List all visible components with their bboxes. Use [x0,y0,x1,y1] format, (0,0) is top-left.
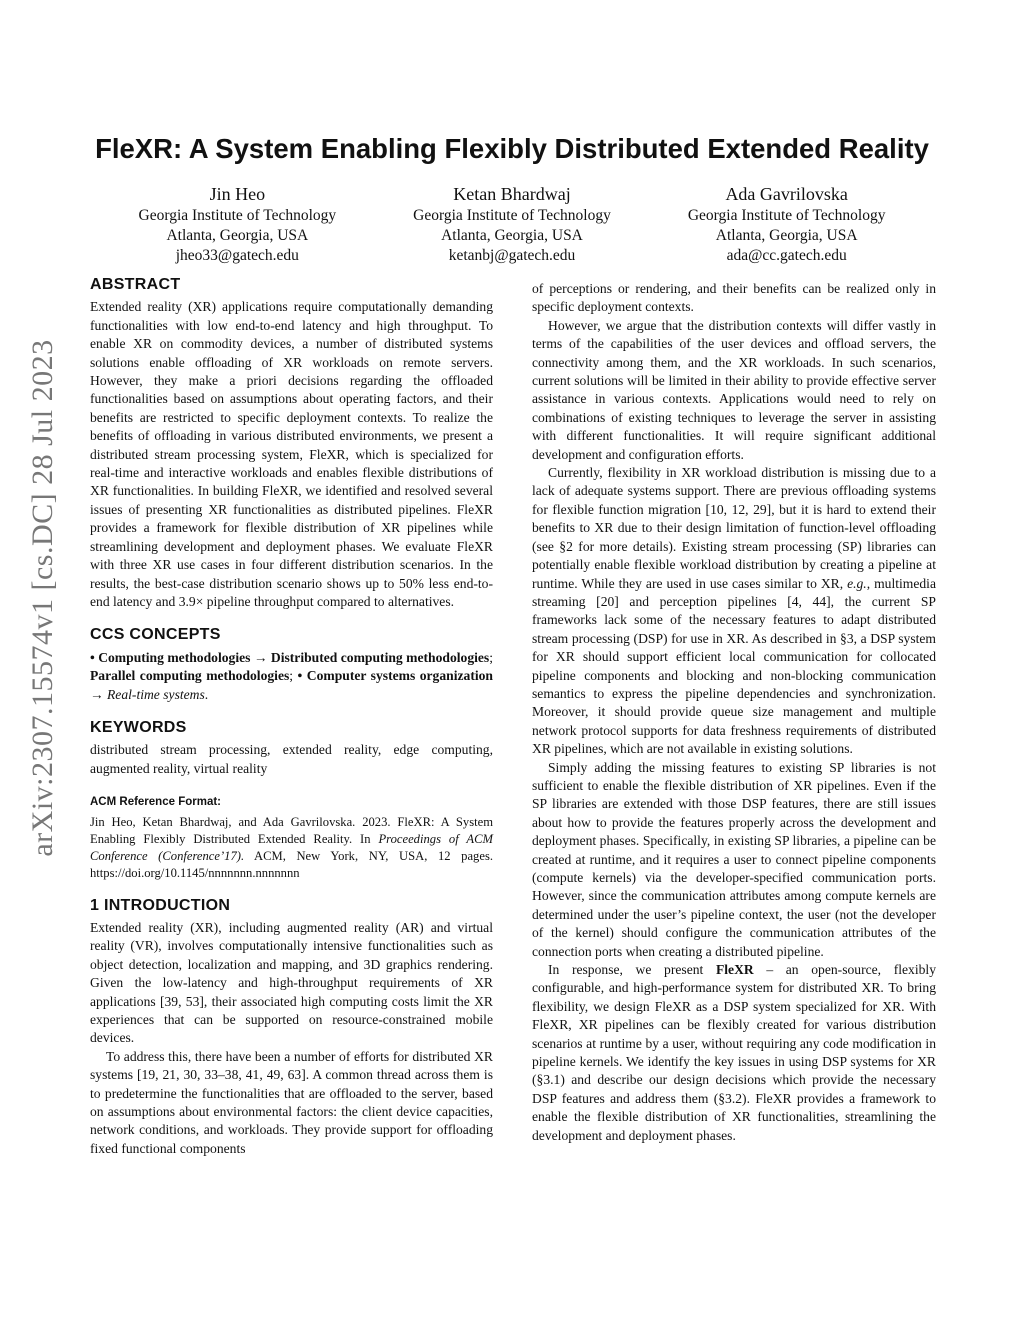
ccs-arrow: → [90,686,107,702]
text-run: – an open-source, flexibly configurable, and high-performance system for distributed XR. To bring flexibility, we design FleXR as a DSP system specialized for XR. With FleXR, XR pipelines can be flexibly created for various distribution scenarios at runtime by a user, without requiring any code modification in pipeline kernels. We identify the key issues in using DSP systems for XR (§3.1) and describe our design decisions which provide the necessary DSP features and address them (§3.2). FleXR provides a framework to enable the flexible distribution of XR functionalities, streamlining the development and deployment phases. [532,962,936,1143]
left-column [90,276,493,1158]
text-run: , multimedia streaming [20] and perception pipelines [4, 44], the current SP frameworks lack some of the necessary features to adapt distributed stream processing (DSP) for use in XR. As described in §3, a DSP system for XR should support efficient local communication for collocated pipeline components and blocking and non-blocking communication semantics to express the pipeline dependencies and synchronization. Moreover, it should provide queue size management and multiple network protocol supports for data freshness requirements of distributed XR pipelines, which are not available in existing solutions. [532,575,936,757]
author-2 [375,183,650,266]
author-location: Atlanta, Georgia, USA [715,227,858,244]
abstract-heading: ABSTRACT [90,276,181,293]
ccs-concept: Parallel computing methodologies [90,668,290,684]
intro-paragraph: Extended reality (XR), including augmented reality (AR) and virtual reality (VR), involves computationally intensive functionalities such as object detection, localization and mapping, and 3D graphics rendering. Given the low-latency and high-throughput requirements of XR applications [39, 53], their associated high computing costs limit the XR experiences that can be supported on resource-constrained mobile devices. [90,919,493,1046]
author-name: Jin Heo [209,184,266,204]
author-location: Atlanta, Georgia, USA [166,227,309,244]
intro-paragraph: To address this, there have been a number of efforts for distributed XR systems [19, 21, 30, 33–38, 41, 49, 63]. A common thread across them is to predetermine the functionalities that are offloaded to the server, based on assumptions about environmental factors: the client device capacities, network conditions, and workloads. They provide support for offloading fixed functional components [90,1048,493,1156]
acm-ref-venue: Proceedings of ACM Conference (Conference’17). [90,831,493,863]
acm-ref-part: Jin Heo, Ketan Bhardwaj, and Ada Gavrilovska. 2023. FleXR: A System Enabling Flexibly Distributed Extended Reality. In [90,814,493,846]
author-affiliation: Georgia Institute of Technology [687,207,886,224]
author-email[interactable]: ketanbj@gatech.edu [448,247,576,264]
body-paragraph [532,464,936,759]
ccs-heading: CCS CONCEPTS [90,626,221,644]
author-block [100,183,924,266]
paper-title: FleXR: A System Enabling Flexibly Distributed Extended Reality [95,133,929,164]
author-affiliation: Georgia Institute of Technology [413,207,611,224]
right-column [532,280,936,1145]
author-affiliation: Georgia Institute of Technology [138,207,337,224]
ccs-text [90,649,493,704]
text-run: In response, we present [548,962,716,978]
arxiv-sidebar [0,0,80,1325]
author-name: Ada Gavrilovska [725,184,848,204]
text-run: Currently, flexibility in XR workload distribution is missing due to a lack of adequate systems support. There are previous offloading systems for flexible function migration [10, 12, 29], but it is hard to extend their benefits to XR due to their design limitation of function-level offloading (see §2 for more details). Existing stream processing (SP) libraries can potentially enable flexible workload distribution by creating a pipeline at runtime. While they are used in use cases similar to XR, [532,465,936,591]
author-email[interactable]: jheo33@gatech.edu [175,247,299,264]
acm-reference-label: ACM Reference Format: [90,796,221,809]
acm-ref-part[interactable]: ACM, New York, NY, USA, 12 pages. https://doi.org/10.1145/nnnnnnn.nnnnnnn [90,848,493,880]
keywords-text: distributed stream processing, extended reality, edge computing, augmented reality, virtual reality [90,742,493,776]
intro-heading: 1 INTRODUCTION [90,896,231,914]
body-paragraph [532,961,936,1145]
body-paragraph: Simply adding the missing features to existing SP libraries is not sufficient to enable the flexible distribution of XR pipelines. Even if the SP libraries are extended with those DSP features, there are still issues about how to provide the features properly across the development and deployment phases. Specifically, in existing SP libraries, a pipeline can be created at runtime, and it requires a user to connect pipeline components (compute kernels) via the developer-specified communication ports. However, since the communication attributes among compute kernels are determined under the user’s pipeline context, the user (not the developer of the kernel) should configure the communication attributes of the connection ports when creating a distributed pipeline. [532,759,936,959]
ccs-separator: ; [289,668,298,684]
acm-reference-text [90,814,493,882]
author-location: Atlanta, Georgia, USA [441,227,583,244]
ccs-concept: • Computing methodologies → Distributed computing methodologies [90,649,490,665]
keywords-heading: KEYWORDS [90,718,187,736]
body-paragraph: However, we argue that the distribution contexts will differ vastly in terms of the capabilities of the user devices and offload servers, the connectivity among them, and the XR workloads. In such scenarios, current solutions will be limited in their ability to provide effective server assistance in various contexts. Applications would need to rely on combinations of existing techniques to leverage the server in assisting with different functionalities. It will require significant additional development and configuration efforts. [532,317,936,462]
abstract-text: Extended reality (XR) applications require computationally demanding functionalities with low end-to-end latency and high throughput. To enable XR on commodity devices, a number of distributed systems solutions enable offloading of XR workloads on remote servers. However, they make a priori decisions regarding the offloaded functionalities based on assumptions about operating factors, and their benefits are restricted to specific deployment contexts. To realize the benefits of offloading in various distributed environments, we present a distributed stream processing system, FleXR, which is specialized for real-time and interactive workloads and enables flexible distributions of XR functionalities. In building FleXR, we identified and resolved several issues of presenting XR functionalities as distributed pipelines. FleXR provides a framework for flexible distribution of XR pipelines while streamlining development and deployment phases. We evaluate FleXR with three XR use cases in four different distribution scenarios. In the results, the best-case distribution scenario shows up to 50% less end-to-end latency and 3.9× pipeline throughput compared to alternatives. [90,299,493,609]
arxiv-identifier: arXiv:2307.15574v1 [cs.DC] 28 Jul 2023 [26,339,59,857]
ccs-concept: • Computer systems organization [297,668,493,684]
ccs-concept: Real-time systems [107,686,205,702]
text-run: e.g. [847,575,867,591]
ccs-separator: ; [489,649,493,665]
system-name: FleXR [715,962,754,978]
body-paragraph: of perceptions or rendering, and their benefits can be realized only in specific deployment contexts. [532,281,936,315]
author-1 [100,183,375,266]
author-name: Ketan Bhardwaj [453,184,571,204]
author-3 [649,183,924,266]
author-email[interactable]: ada@cc.gatech.edu [726,247,847,264]
ccs-end: . [204,686,209,702]
